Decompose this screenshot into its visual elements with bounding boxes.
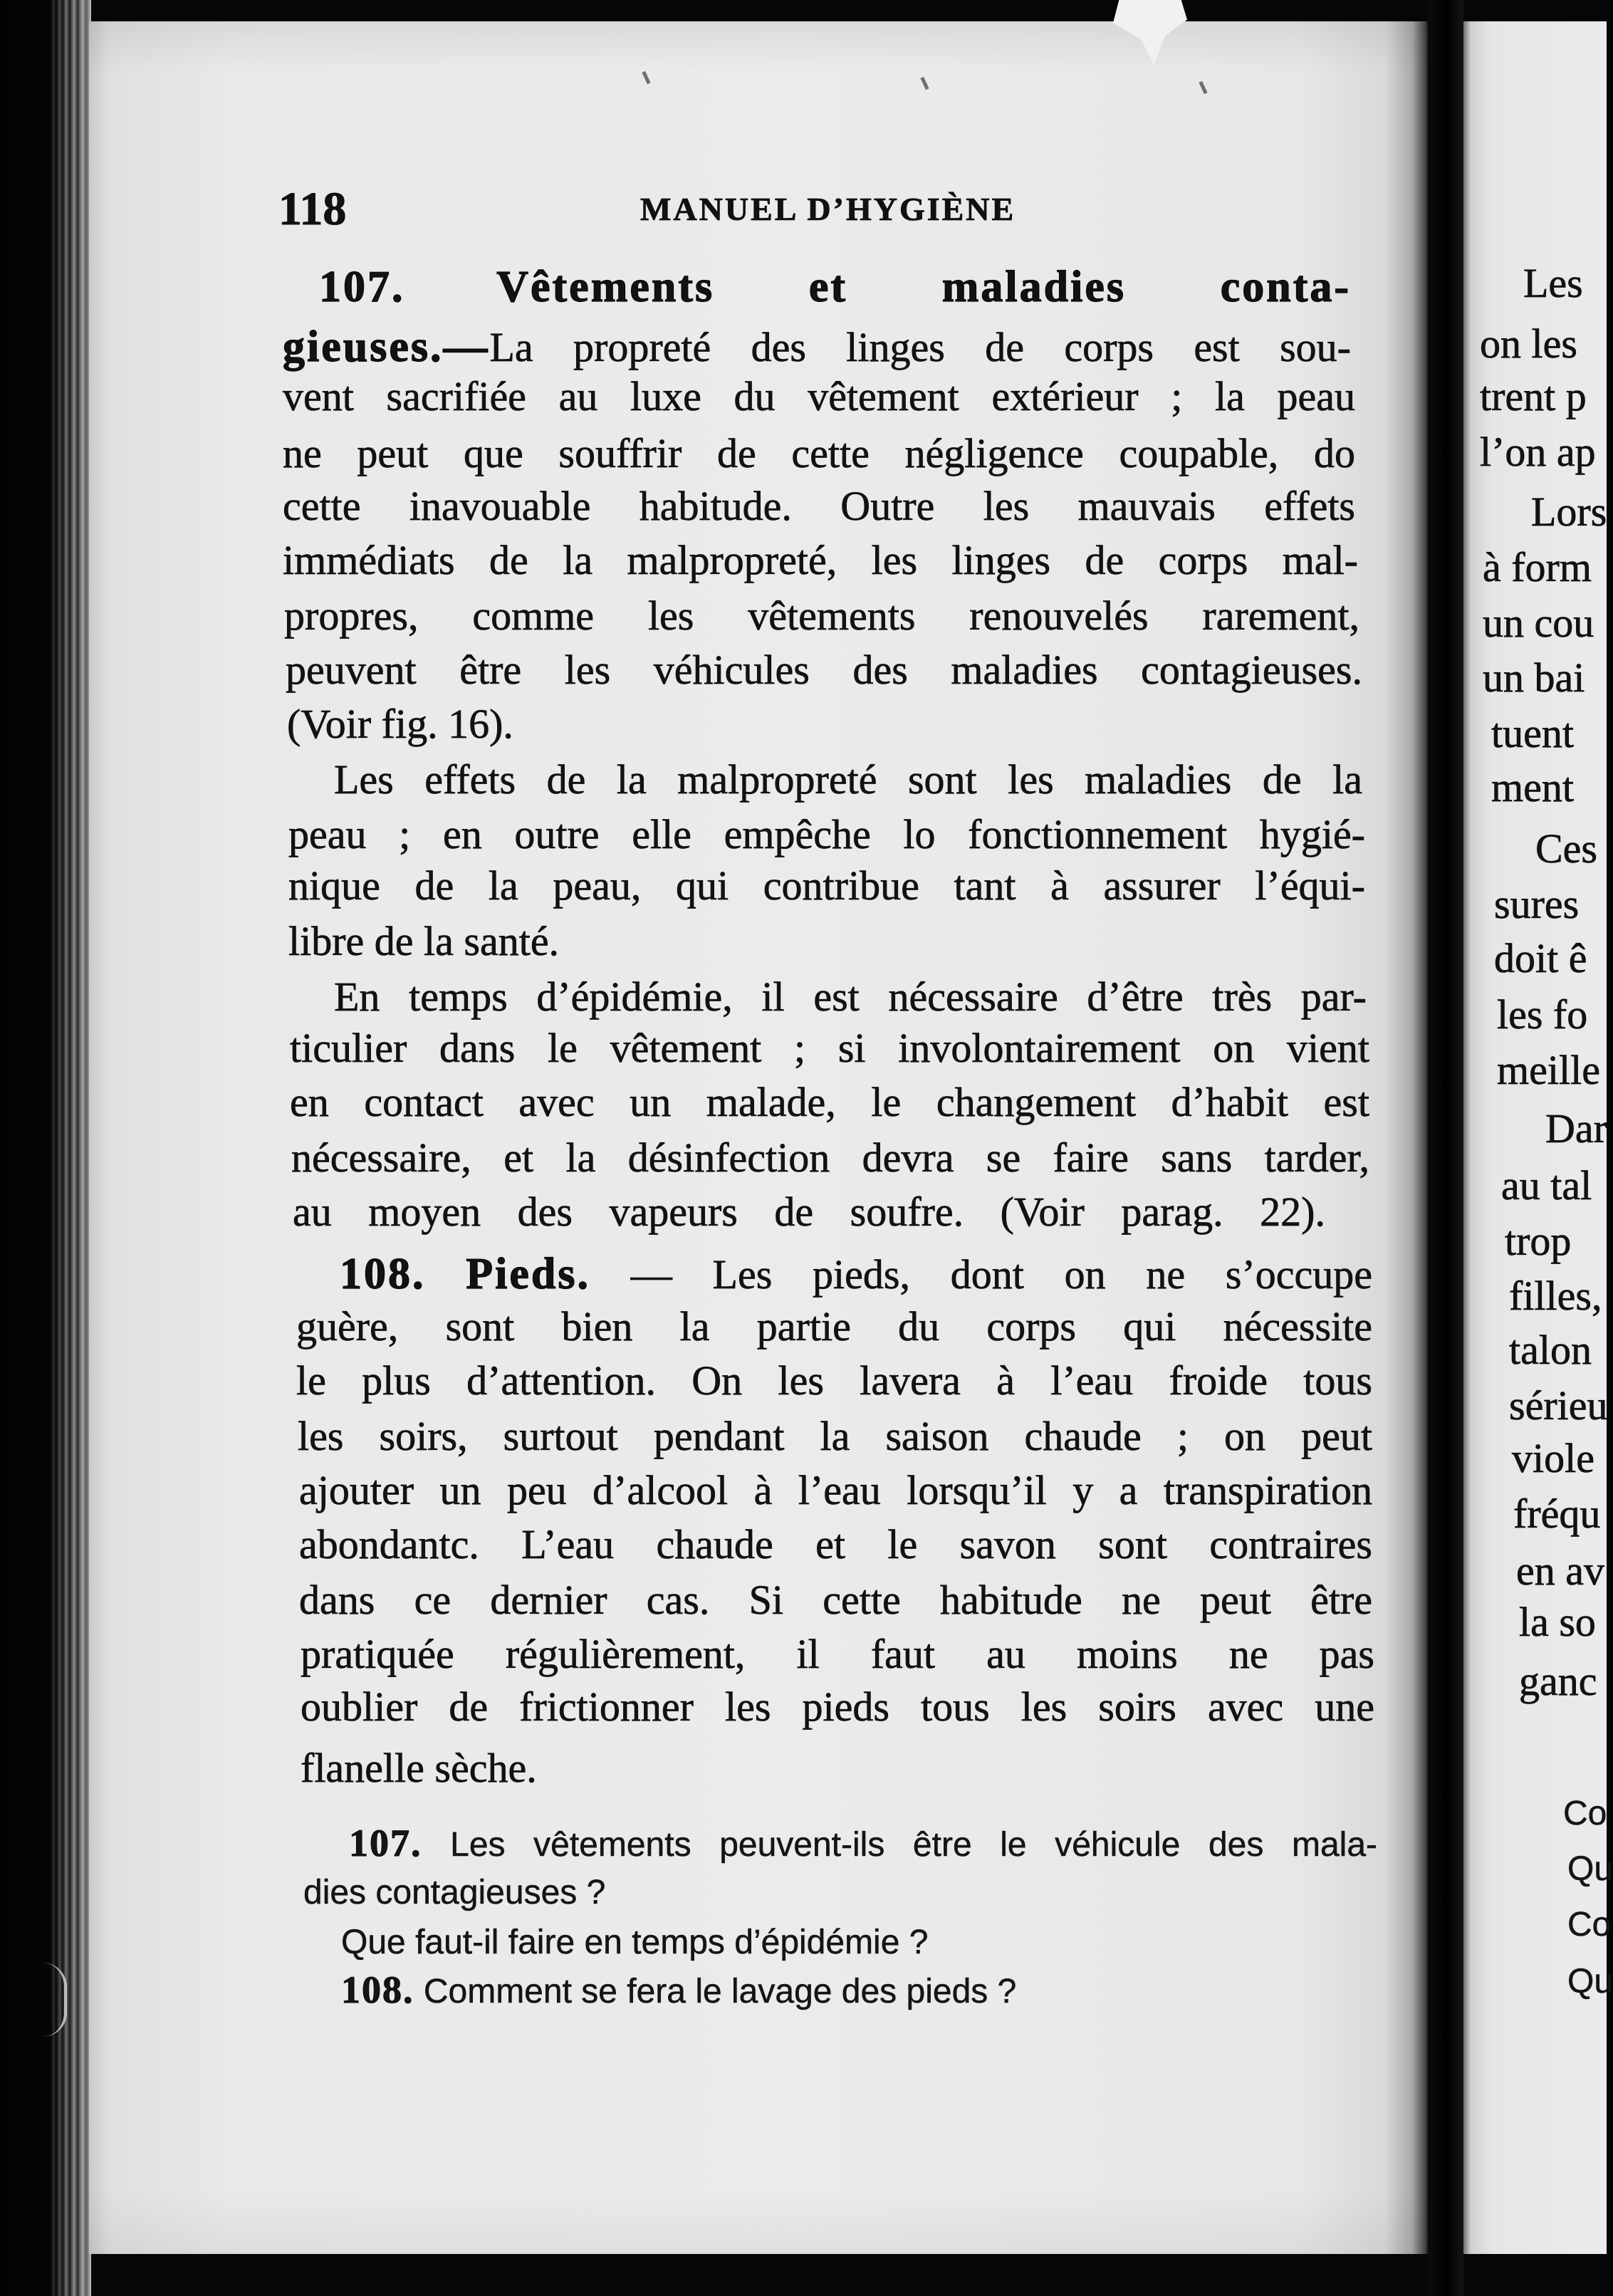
article-107-line: vent sacrifiée au luxe du vêtement extérieur ; la peau <box>283 373 1355 419</box>
article-108-line: abondantc. L’eau chaude et le savon sont contraires <box>299 1521 1372 1567</box>
question-107-line <box>349 1823 1377 1865</box>
facing-page-line: Lors <box>1531 489 1607 535</box>
facing-page-question-line: Co <box>1563 1795 1607 1832</box>
facing-page-line: les fo <box>1497 991 1588 1038</box>
article-107-paragraph-3-line: En temps d’épidémie, il est nécessaire d’être très par- <box>334 974 1367 1020</box>
facing-page-line: fréqu <box>1513 1491 1601 1537</box>
article-107-number: 107. <box>319 263 405 311</box>
question-107-text: Les vêtements peuvent-ils être le véhicule des mala- <box>450 1826 1377 1864</box>
article-107-line: immédiats de la malpropreté, les linges de corps mal- <box>283 537 1358 583</box>
facing-page-question-line: Qu <box>1567 1963 1613 2000</box>
article-107-title-end: gieuses.— <box>283 323 490 371</box>
article-107-line: propres, comme les vêtements renouvelés rarement, <box>284 593 1359 639</box>
facing-page-question-line: Co <box>1567 1906 1612 1943</box>
question-108-line <box>341 1970 1016 2012</box>
facing-page-line: un bai <box>1483 654 1585 701</box>
facing-page-line: Les <box>1523 260 1583 306</box>
facing-page-line: trent p <box>1480 373 1587 419</box>
book-spine-edge <box>0 0 91 2296</box>
facing-page-line: la so <box>1519 1599 1596 1645</box>
facing-page-line: viole <box>1512 1435 1594 1481</box>
facing-page-line: au tal <box>1501 1162 1592 1209</box>
article-107-line: peuvent être les véhicules des maladies contagieuses. <box>286 647 1362 693</box>
article-108-line: dans ce dernier cas. Si cette habitude ne peut être <box>299 1577 1372 1623</box>
article-107-paragraph-3-line: en contact avec un malade, le changement d’habit est <box>290 1079 1369 1125</box>
article-107-heading-line <box>319 263 1351 311</box>
article-108-line: ajouter un peu d’alcool à l’eau lorsqu’il y a transpiration <box>299 1467 1372 1513</box>
running-head: MANUEL D’HYGIÈNE <box>640 191 1016 227</box>
article-108-line: guère, sont bien la partie du corps qui nécessite <box>296 1303 1372 1350</box>
facing-page-line: doit ê <box>1494 935 1587 981</box>
article-107-title: Vêtements et maladies conta- <box>496 263 1351 311</box>
book-gutter <box>1428 0 1463 2296</box>
article-108-line: pratiquée régulièrement, il faut au moins ne pas <box>301 1631 1374 1677</box>
article-107-text: La propreté des linges de corps est sou- <box>489 324 1351 370</box>
page-number: 118 <box>278 183 347 235</box>
facing-page-line: tuent <box>1491 710 1574 756</box>
article-108-line: oublier de frictionner les pieds tous les soirs avec une <box>301 1684 1374 1730</box>
article-108-number: 108. <box>340 1250 426 1298</box>
article-107-paragraph-3-line: au moyen des vapeurs de soufre. (Voir parag. 22). <box>293 1189 1325 1235</box>
facing-page-question-line: Qu <box>1567 1850 1613 1888</box>
article-107-line: cette inavouable habitude. Outre les mauvais effets <box>283 483 1355 529</box>
facing-page-line: ganc <box>1519 1658 1597 1704</box>
facing-page-line: on les <box>1480 320 1577 367</box>
facing-page-line: l’on ap <box>1480 429 1596 475</box>
question-107-line: Que faut-il faire en temps d’épidémie ? <box>341 1924 929 1961</box>
facing-page-line: meille <box>1497 1047 1600 1093</box>
article-107-paragraph-2-line: libre de la santé. <box>288 918 560 964</box>
question-108-text: Comment se fera le lavage des pieds ? <box>423 1973 1017 2010</box>
facing-page-line: sures <box>1494 881 1580 927</box>
facing-page-line: talon <box>1509 1327 1592 1373</box>
article-107-paragraph-2-line: peau ; en outre elle empêche lo fonctionnement hygié- <box>288 811 1365 857</box>
article-107-paragraph-3-line: ticulier dans le vêtement ; si involontairement on vient <box>290 1025 1369 1071</box>
question-108-number: 108. <box>341 1968 414 2011</box>
article-108-heading-line <box>340 1250 1372 1298</box>
article-107-line <box>283 325 1351 369</box>
article-108-title: Pieds. <box>466 1250 590 1298</box>
left-page <box>89 21 1428 2254</box>
article-107-paragraph-2-line: Les effets de la malpropreté sont les maladies de la <box>334 756 1362 803</box>
facing-page-line: sérieu <box>1509 1382 1608 1429</box>
article-108-line: flanelle sèche. <box>301 1745 537 1791</box>
facing-page <box>1463 21 1613 2254</box>
article-108-line: les soirs, surtout pendant la saison chaude ; on peut <box>298 1413 1372 1459</box>
facing-page-line: ment <box>1491 764 1574 810</box>
facing-page-line: trop <box>1505 1218 1572 1264</box>
facing-page-line: un cou <box>1483 600 1594 646</box>
article-108-line: le plus d’attention. On les lavera à l’eau froide tous <box>296 1357 1372 1404</box>
article-107-line: ne peut que souffrir de cette négligence coupable, do <box>283 430 1355 476</box>
question-107-line: dies contagieuses ? <box>303 1874 606 1911</box>
article-108-text: — Les pieds, dont on ne s’occupe <box>630 1251 1372 1298</box>
facing-page-line: à form <box>1483 544 1592 590</box>
facing-page-line: Ces <box>1535 825 1597 872</box>
article-107-paragraph-2-line: nique de la peau, qui contribue tant à assurer l’équi- <box>288 862 1365 909</box>
question-107-number: 107. <box>349 1822 422 1864</box>
article-107-line: (Voir fig. 16). <box>287 701 513 747</box>
facing-page-line: en av <box>1516 1548 1604 1594</box>
facing-page-line: Dar <box>1545 1105 1607 1152</box>
facing-page-line: filles, <box>1509 1273 1602 1319</box>
article-107-paragraph-3-line: nécessaire, et la désinfection devra se faire sans tarder, <box>291 1134 1369 1181</box>
